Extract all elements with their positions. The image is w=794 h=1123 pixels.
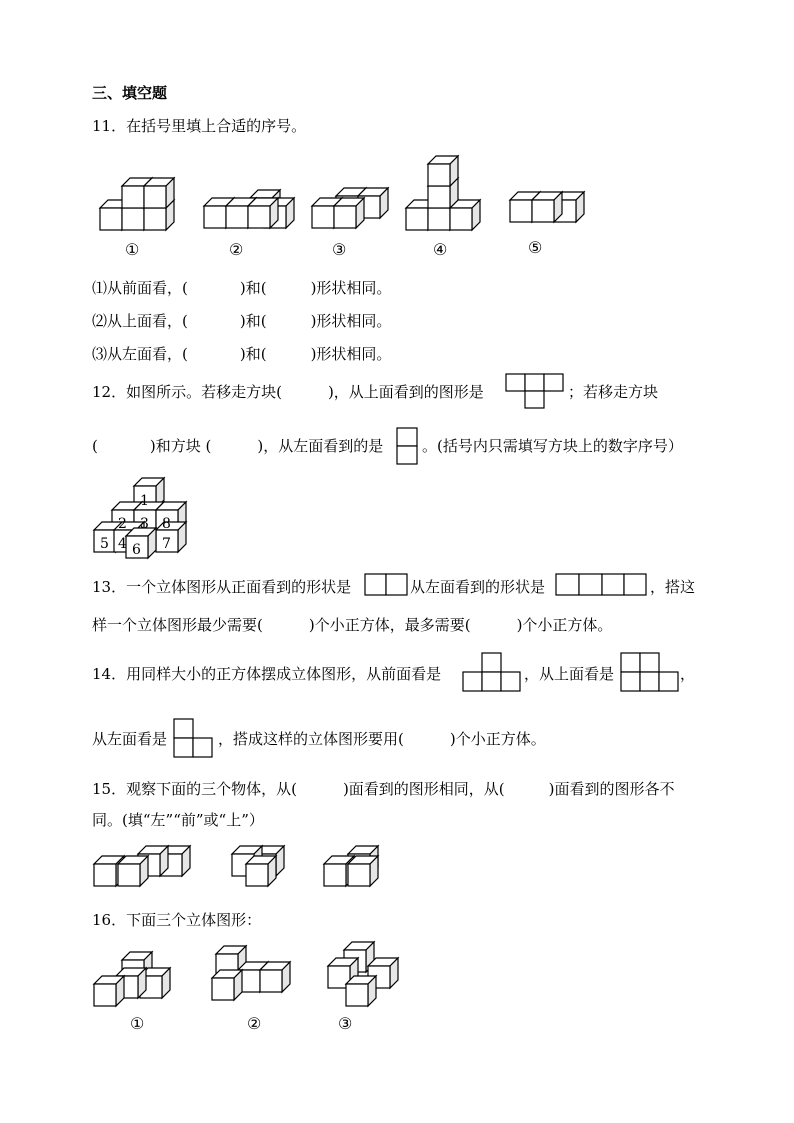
cube-number-3: 3 xyxy=(140,516,149,532)
cube-number-5: 5 xyxy=(100,536,109,552)
q14-line2-a: 从左面看是 xyxy=(92,730,168,748)
q13-line1-b: 从左面看到的形状是 xyxy=(410,578,546,596)
q16-figure-1 xyxy=(94,952,170,1006)
q11-label-4: ④ xyxy=(433,240,448,259)
q15-line1: 15．观察下面的三个物体，从( )面看到的图形相同，从( )面看到的图形各不 xyxy=(92,780,675,798)
q12-line2: ( )和方块 ( )，从左面看到的是 xyxy=(92,437,384,455)
q11-figure-5 xyxy=(510,192,584,222)
q11-label-3: ③ xyxy=(332,240,347,259)
q13-front-view-grid xyxy=(364,573,410,599)
q11-figure-2 xyxy=(204,190,294,228)
cube-number-1: 1 xyxy=(140,493,149,509)
cube-number-8: 8 xyxy=(162,516,171,532)
q12-cube-stack xyxy=(92,480,202,560)
q15-line2: 同。(填“左”“前”或“上”） xyxy=(92,811,264,829)
section-title: 三、填空题 xyxy=(92,84,168,102)
q16-figure-2 xyxy=(212,946,290,1000)
q14-line1-a: 14．用同样大小的正方体摆成立体图形，从前面看是 xyxy=(92,665,442,683)
q14-left-view-grid xyxy=(173,718,217,760)
q11-figure-4 xyxy=(406,156,480,230)
q14-line1-c: ， xyxy=(680,665,696,683)
q14-top-view-grid xyxy=(620,652,682,694)
q11-figure-1 xyxy=(100,178,174,230)
q11-sub1: ⑴从前面看，( )和( )形状相同。 xyxy=(92,279,392,297)
q14-line1-b: ，从上面看是 xyxy=(524,665,615,683)
q13-line2: 样一个立体图形最少需要( )个小正方体，最多需要( )个小正方体。 xyxy=(92,616,613,634)
q14-line2: ，搭成这样的立体图形要用( )个小正方体。 xyxy=(218,730,546,748)
q12-line1-tail: ；若移走方块 xyxy=(568,383,659,401)
q13-line1-a: 13．一个立体图形从正面看到的形状是 xyxy=(92,578,352,596)
q14-front-view-grid xyxy=(462,652,524,694)
q11-figure-3 xyxy=(312,188,388,228)
q15-figure-1 xyxy=(94,846,190,886)
q15-figure-2 xyxy=(232,846,284,886)
cube-number-7: 7 xyxy=(162,536,171,552)
q11-label-1: ① xyxy=(125,240,140,259)
q11-sub3: ⑶从左面看，( )和( )形状相同。 xyxy=(92,345,392,363)
q16-stem: 16．下面三个立体图形： xyxy=(92,911,262,929)
q13-line1-c: ，搭这 xyxy=(650,578,696,596)
q12-line1: 12．如图所示。若移走方块( )，从上面看到的图形是 xyxy=(92,383,484,401)
q16-label-1: ① xyxy=(130,1014,145,1033)
q16-label-2: ② xyxy=(247,1014,262,1033)
q11-label-2: ② xyxy=(229,240,244,259)
q12-line2-tail: 。(括号内只需填写方块上的数字序号） xyxy=(422,437,683,455)
q12-left-view-grid xyxy=(396,427,420,467)
q15-figures xyxy=(92,840,412,900)
q11-label-5: ⑤ xyxy=(528,238,543,257)
q16-figure-3 xyxy=(328,942,398,1006)
cube-number-4: 4 xyxy=(118,536,127,552)
q11-stem: 11．在括号里填上合适的序号。 xyxy=(92,117,307,135)
q13-left-view-grid xyxy=(555,573,649,599)
q11-sub2: ⑵从上面看，( )和( )形状相同。 xyxy=(92,312,392,330)
q16-figures xyxy=(92,942,412,1012)
q15-figure-3 xyxy=(324,846,378,886)
q12-top-view-grid xyxy=(505,373,567,411)
cube-number-6: 6 xyxy=(132,542,141,558)
q11-figures xyxy=(92,150,592,240)
cube-number-2: 2 xyxy=(118,516,127,532)
q16-label-3: ③ xyxy=(338,1014,353,1033)
